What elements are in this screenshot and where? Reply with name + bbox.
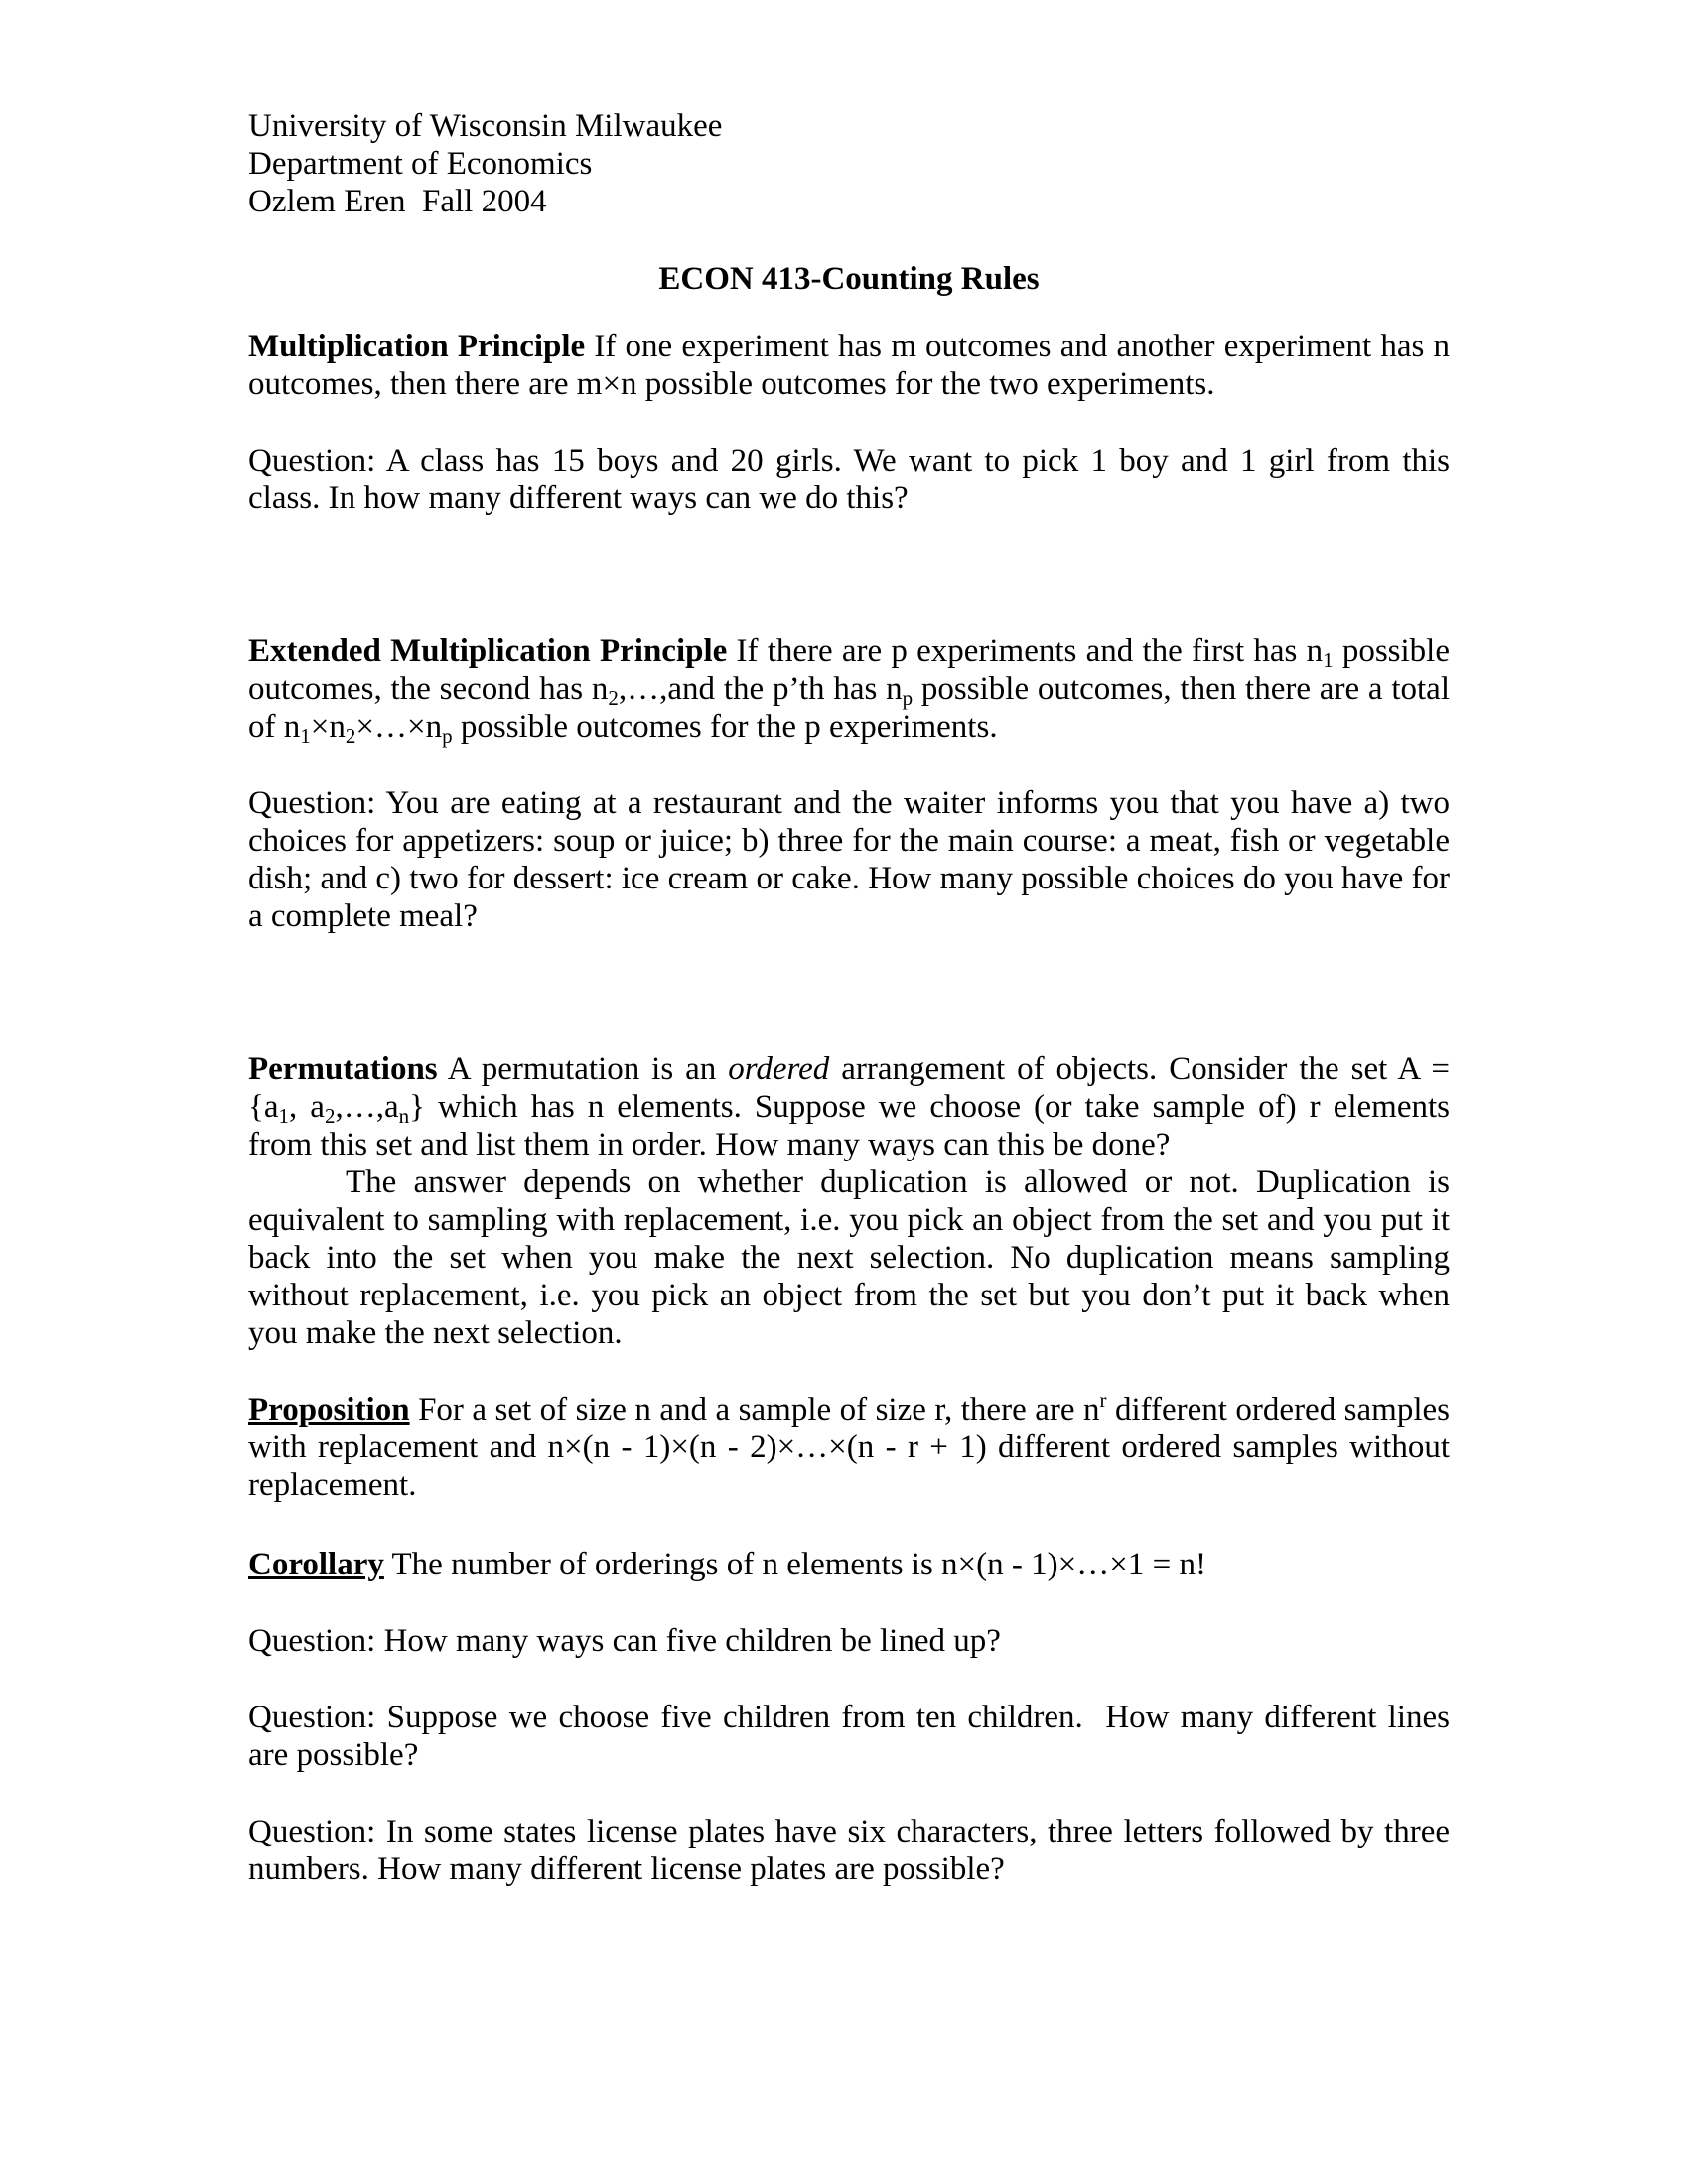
document-header bbox=[248, 107, 1450, 220]
corollary-heading: Corollary bbox=[248, 1547, 384, 1582]
subscript: 1 bbox=[300, 724, 311, 748]
text-run: , a bbox=[289, 1089, 325, 1125]
subscript: 1 bbox=[1323, 648, 1334, 672]
text-run: different ordered samples with replacement and n×(n - 1)×(n - 2)×…×(n - r + 1) different ordered samples without replacement. bbox=[248, 1392, 1459, 1503]
subscript: p bbox=[902, 686, 914, 710]
text-run: arrangement of objects. Consider the set A = {a bbox=[248, 1051, 1459, 1125]
text-run: possible outcomes for the p experiments. bbox=[452, 709, 998, 745]
text-run: If there are p experiments and the first has n bbox=[727, 633, 1324, 669]
paragraph-corollary bbox=[248, 1546, 1450, 1583]
header-author-term: Ozlem Eren Fall 2004 bbox=[248, 184, 547, 219]
paragraph-question-ten-children: Question: Suppose we choose five children from ten children. How many different lines are possible? bbox=[248, 1700, 1459, 1773]
paragraph-permutations-answer: The answer depends on whether duplication is allowed or not. Duplication is equivalent to sampling with replacement, i.e. you pick an object from the set and you put it back into the set when you make the next selection. No duplication means sampling without replacement, i.e. you pick an object from the set but you don’t put it back when you make the next selection. bbox=[248, 1164, 1459, 1351]
subscript: 1 bbox=[278, 1104, 289, 1128]
subscript: 2 bbox=[324, 1104, 336, 1128]
paragraph-permutations bbox=[248, 1050, 1459, 1163]
text-run: possible outcomes, then there are a total of n bbox=[248, 671, 1459, 745]
text-run: For a set of size n and a sample of size r, there are n bbox=[409, 1392, 1100, 1428]
header-department: Department of Economics bbox=[248, 146, 593, 182]
proposition-heading: Proposition bbox=[248, 1392, 410, 1428]
multiplication-principle-heading: Multiplication Principle bbox=[248, 329, 586, 364]
text-run: ,…,a bbox=[335, 1089, 399, 1125]
subscript: 2 bbox=[345, 724, 356, 748]
page-title: ECON 413-Counting Rules bbox=[658, 261, 1040, 297]
subscript: 2 bbox=[608, 686, 619, 710]
paragraph-question-license-plates: Question: In some states license plates have six characters, three letters followed by three numbers. How many different license plates are possible? bbox=[248, 1814, 1459, 1887]
subscript: p bbox=[442, 724, 453, 748]
text-run: If one experiment has m outcomes and another experiment has n outcomes, then there are m×n possible outcomes for the two experiments. bbox=[248, 329, 1459, 402]
superscript: r bbox=[1099, 1388, 1107, 1412]
paragraph-question-class: Question: A class has 15 boys and 20 girls. We want to pick 1 boy and 1 girl from this class. In how many different ways can we do this? bbox=[248, 443, 1459, 516]
paragraph-question-restaurant: Question: You are eating at a restaurant and the waiter informs you that you have a) two choices for appetizers: soup or juice; b) three for the main course: a meat, fish or vegetable dish; and c) two for dessert: ice cream or cake. How many possible choices do you have for a complete meal? bbox=[248, 785, 1459, 934]
paragraph-proposition bbox=[248, 1388, 1459, 1504]
permutations-heading: Permutations bbox=[248, 1051, 438, 1087]
paragraph-question-five-children: Question: How many ways can five children be lined up? bbox=[248, 1623, 1001, 1659]
text-run: ,…,and the p’th has n bbox=[618, 671, 903, 707]
text-run: } which has n elements. Suppose we choose (or take sample of) r elements from this set and list them in order. How many ways can this be done? bbox=[248, 1089, 1459, 1162]
extended-multiplication-heading: Extended Multiplication Principle bbox=[248, 633, 728, 669]
italic-ordered: ordered bbox=[728, 1051, 830, 1087]
subscript: n bbox=[398, 1104, 410, 1128]
text-run: The number of orderings of n elements is n×(n - 1)×…×1 = n! bbox=[383, 1547, 1206, 1582]
header-university: University of Wisconsin Milwaukee bbox=[248, 108, 723, 144]
text-run: ×n bbox=[310, 709, 346, 745]
text-run: ×…×n bbox=[355, 709, 443, 745]
text-run: A permutation is an bbox=[437, 1051, 729, 1087]
paragraph-extended-multiplication-principle bbox=[248, 632, 1459, 748]
text-run: possible outcomes, the second has n bbox=[248, 633, 1459, 707]
paragraph-multiplication-principle bbox=[248, 328, 1459, 403]
